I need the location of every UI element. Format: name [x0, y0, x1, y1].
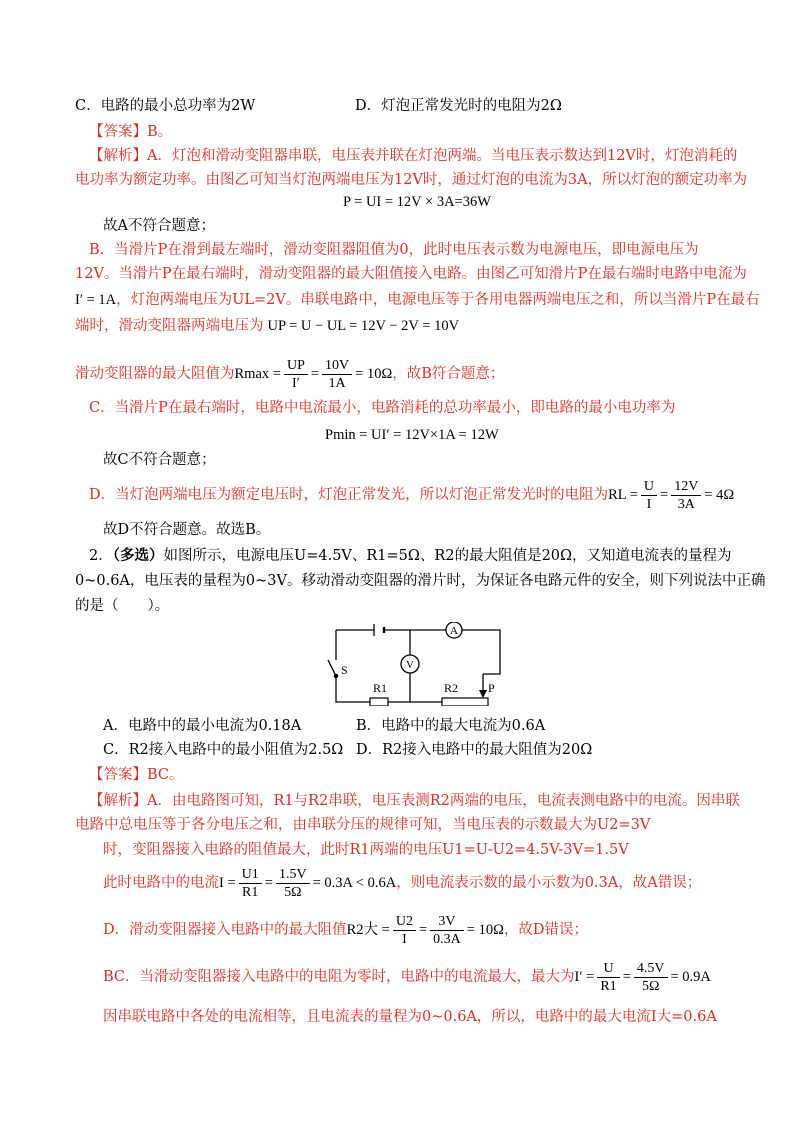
q2-option-d: D．R2接入电路中的最大阻值为20Ω — [356, 742, 593, 758]
d-line-1: D．当灯泡两端电压为额定电压时，灯泡正常发光，所以灯泡正常发光时的电阻为RL = $\frac{U}{I}$ = $\frac{12V}{3A}$ = 4Ω — [89, 478, 735, 512]
q2-stem-2: 0~0.6A，电压表的量程为0~3V。移动滑动变阻器的滑片时，为保证各电路元件的安全，则下列说法中正确 — [75, 573, 766, 589]
numerator: U2 — [393, 913, 416, 931]
equation-power: P = UI = 12V × 3A=36W — [343, 194, 491, 210]
ammeter-icon — [446, 622, 462, 638]
b-line-4 — [75, 316, 459, 336]
r2max-lhs: R2大 = — [346, 922, 390, 938]
b-line-3 — [75, 290, 760, 310]
numerator: 12V — [671, 478, 701, 496]
resistor-r1 — [370, 698, 388, 706]
numerator: UP — [284, 357, 308, 375]
rheostat-r2 — [442, 698, 488, 706]
b-line-3-text: ，灯泡两端电压为 — [116, 292, 233, 308]
q2-analysis-label: 【解析】 — [89, 793, 147, 809]
switch-label: S — [341, 663, 348, 677]
fraction-1 — [284, 357, 308, 392]
q2-option-b: B．电路中的最大电流为0.6A — [356, 718, 546, 734]
numerator: U1 — [239, 866, 262, 884]
analysis-line-1 — [89, 146, 737, 166]
rl-lhs: RL = — [608, 487, 638, 503]
denominator: R1 — [242, 884, 259, 900]
voltmeter-icon — [401, 655, 419, 673]
i-result: = 0.3A < 0.6A — [312, 875, 397, 891]
b-line-4-text: 端时，滑动变阻器两端电压为 — [75, 318, 264, 334]
q2-analysis-d-end: ，故D错误； — [503, 922, 589, 938]
q2-analysis-3: 时，变阻器接入电路的阻值最大，此时R1两端的电压U1=U-U2=4.5V-3V=1.5V — [103, 842, 629, 858]
not-a: 故A不符合题意； — [103, 218, 215, 234]
slider-label: P — [488, 681, 495, 695]
q2-last-line: 因串联电路中各处的电流相等，且电流表的量程为0~0.6A，所以，电路中的最大电流I大=0.6A — [103, 1009, 717, 1025]
q2-analysis-4-text: 此时电路中的电流 — [103, 875, 219, 891]
lamp-voltage: UL=2V — [232, 292, 286, 308]
fraction-9 — [597, 960, 619, 995]
q2-analysis-1-text: A．由电路图可知，R1与R2串联，电压表测R2两端的电压，电流表测电路中的电流。因串联 — [147, 793, 740, 809]
b-line-5-end: ，故B符合题意； — [392, 366, 505, 382]
q2-number: 2． — [89, 548, 113, 564]
r2max-result: = 10Ω — [466, 922, 504, 938]
q2-stem-1-text: 如图所示，电源电压U=4.5V、R1=5Ω、R2的最大阻值是20Ω，又知道电流表的量程为 — [163, 548, 732, 564]
fraction-8 — [430, 913, 464, 948]
voltmeter-label: V — [406, 659, 414, 671]
end-q1: 故D不符合题意。故选B。 — [103, 522, 271, 538]
option-d: D．灯泡正常发光时的电阻为2Ω — [355, 98, 562, 114]
fraction-7 — [393, 913, 416, 948]
q2-stem-3: 的是（ ）。 — [75, 598, 170, 614]
numerator: 4.5V — [634, 960, 668, 978]
r2-label: R2 — [444, 681, 459, 695]
rmax-lhs: Rmax = — [234, 366, 281, 382]
fraction-5 — [239, 866, 262, 901]
slider-voltage-eq: UP = U − UL = 12V − 2V = 10V — [267, 318, 460, 334]
switch-icon — [328, 660, 338, 678]
denominator: 5Ω — [641, 978, 660, 994]
denominator: I — [402, 931, 407, 947]
q2-option-a: A．电路中的最小电流为0.18A — [103, 718, 302, 734]
numerator: 3V — [430, 913, 464, 931]
battery-icon — [374, 624, 384, 636]
numerator: 10V — [322, 357, 352, 375]
q2-analysis-bc-text: BC．当滑动变阻器接入电路中的电阻为零时，电路中的电流最大，最大为 — [103, 969, 575, 985]
q2-analysis-1 — [89, 791, 740, 811]
denominator: I — [646, 496, 652, 512]
q2-analysis-d: D．滑动变阻器接入电路中的最大阻值R2大 = $\frac{U2}{I}$ = $\frac{3V}{0.3A}$ = 10Ω，故D错误； — [103, 913, 589, 947]
equation-pmin: Pmin = UI′ = 12V×1A = 12W — [325, 427, 499, 443]
analysis-label: 【解析】 — [89, 148, 147, 164]
r1-label: R1 — [373, 681, 388, 695]
q2-analysis-d-text: D．滑动变阻器接入电路中的最大阻值 — [103, 922, 347, 938]
q2-answer: 【答案】BC。 — [89, 767, 184, 783]
fraction-4 — [671, 478, 701, 513]
slider-arrow-icon — [479, 674, 487, 698]
numerator: U — [597, 960, 619, 978]
c-line-1: C．当滑片P在最右端时，电路中电流最小，电路消耗的总功率最小，即电路的最小电功率为 — [89, 400, 676, 416]
numerator: U — [641, 478, 657, 496]
numerator: 1.5V — [276, 866, 310, 884]
analysis-line-2: 电功率为额定功率。由图乙可知当灯泡两端电压为12V时，通过灯泡的电流为3A，所以灯泡的额定功率为 — [75, 172, 748, 188]
denominator: I′ — [292, 375, 300, 391]
ammeter-label: A — [450, 625, 458, 637]
imax-lhs: I′ = — [574, 969, 595, 985]
option-c: C．电路的最小总功率为2W — [75, 98, 256, 114]
q2-analysis-4: 此时电路中的电流I = $\frac{U1}{R1}$ = $\frac{1.5V}{5\Omega}$ = 0.3A < 0.6A，则电流表示数的最小示数为0.3A，故A错误； — [103, 866, 702, 900]
denominator: 1A — [328, 375, 346, 391]
b-line-3-tail: 。串联电路中，电源电压等于各用电器两端电压之和，所以当滑片P在最右 — [285, 292, 760, 308]
b-line-2: 12V。当滑片P在最右端时，滑动变阻器的最大阻值接入电路。由图乙可知滑片P在最右端时电路中电流为 — [75, 266, 747, 282]
b-line-5: 滑动变阻器的最大阻值为Rmax = $\frac{UP}{I'}$ = $\frac{10V}{1A}$ = 10Ω，故B符合题意； — [75, 357, 505, 391]
q2-analysis-bc: BC．当滑动变阻器接入电路中的电阻为零时，电路中的电流最大，最大为I′ = $\frac{U}{R1}$ = $\frac{4.5V}{5\Omega}$ = 0.9A — [103, 960, 711, 994]
q2-analysis-2: 电路中总电压等于各分电压之和，由串联分压的规律可知，当电压表的示数最大为U2=3V — [75, 817, 651, 833]
b-line-5-text: 滑动变阻器的最大阻值为 — [75, 366, 235, 382]
b-line-1: B．当滑片P在滑到最左端时，滑动变阻器阻值为0，此时电压表示数为电源电压，即电源电压为 — [89, 242, 699, 258]
q2-stem-1 — [89, 546, 732, 566]
i-lhs: I = — [219, 875, 236, 891]
fraction-2 — [322, 357, 352, 392]
answer-label: 【答案】B。 — [89, 124, 173, 140]
fraction-10 — [634, 960, 668, 995]
fraction-3 — [641, 478, 657, 513]
q2-tag: （多选） — [112, 547, 164, 564]
fraction-6 — [276, 866, 310, 901]
imax-result: = 0.9A — [670, 969, 711, 985]
denominator: 5Ω — [284, 884, 302, 900]
d-line-1-text: D．当灯泡两端电压为额定电压时，灯泡正常发光，所以灯泡正常发光时的电阻为 — [89, 487, 609, 503]
not-c: 故C不符合题意； — [103, 452, 216, 468]
denominator: R1 — [600, 978, 617, 994]
circuit-diagram — [326, 622, 506, 710]
q2-option-c: C．R2接入电路中的最小阻值为2.5Ω — [103, 742, 344, 758]
rl-result: = 4Ω — [704, 487, 735, 503]
current-eq: I′ = 1A — [75, 292, 117, 308]
rmax-result: = 10Ω — [355, 366, 393, 382]
q2-analysis-4-end: ，则电流表示数的最小示数为0.3A，故A错误； — [396, 875, 702, 891]
denominator: 0.3A — [433, 931, 461, 947]
denominator: 3A — [677, 496, 695, 512]
analysis-text: A．灯泡和滑动变阻器串联，电压表并联在灯泡两端。当电压表示数达到12V时，灯泡消耗的 — [147, 148, 738, 164]
